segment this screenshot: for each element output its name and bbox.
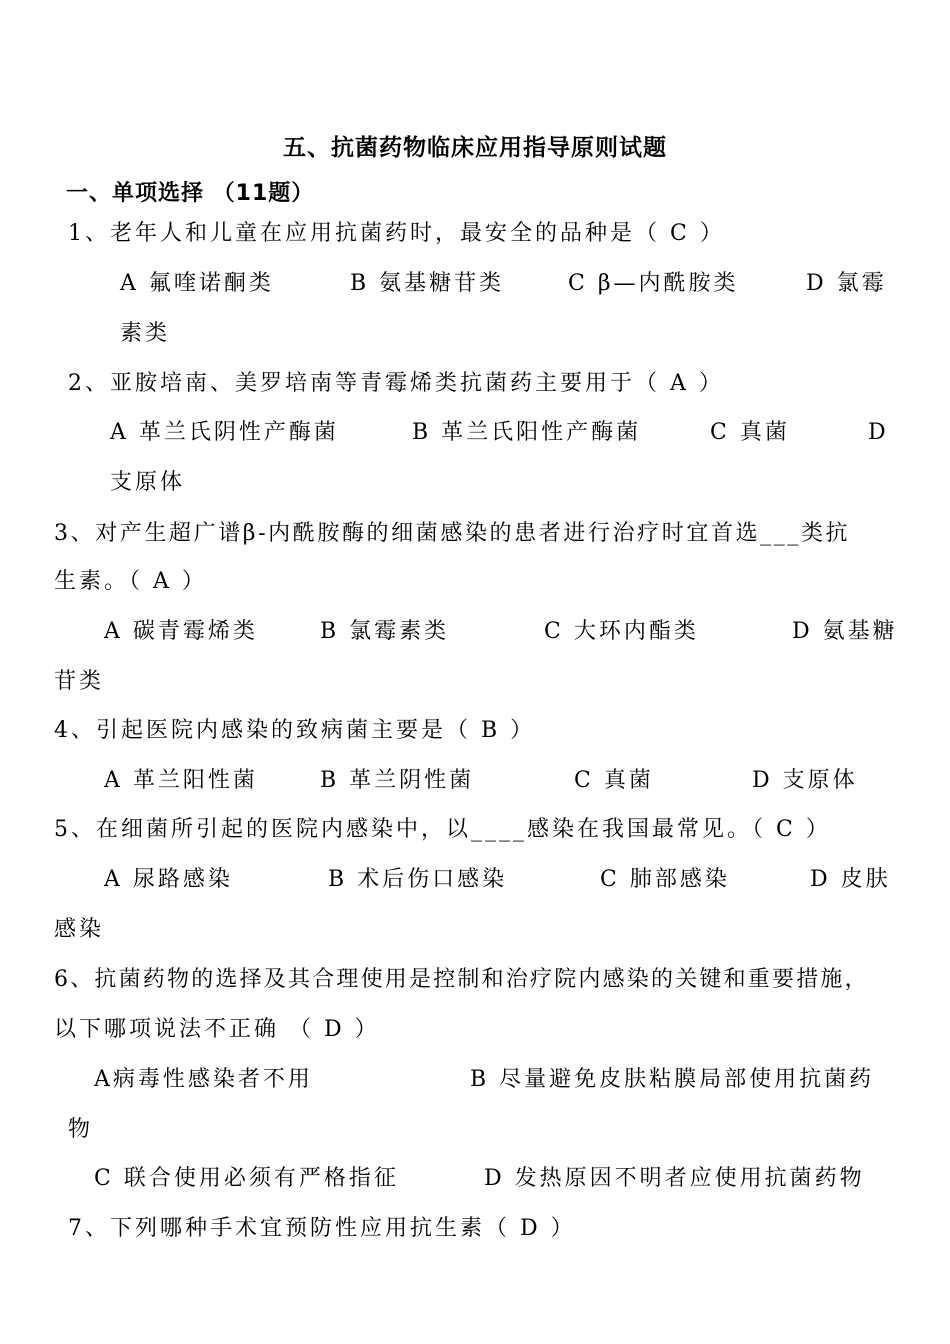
question-4-stem: 4、引起医院内感染的致病菌主要是（ B ） [54, 718, 536, 743]
question-3-stem-line-1: 3、对产生超广谱β-内酰胺酶的细菌感染的患者进行治疗时宜首选___类抗 [54, 521, 851, 546]
page-title: 五、抗菌药物临床应用指导原则试题 [283, 135, 667, 161]
question-5-option-b: B 术后伤口感染 [328, 867, 508, 892]
question-7-stem: 7、下列哪种手术宜预防性应用抗生素（ D ） [68, 1216, 576, 1241]
question-6-option-c: C 联合使用必须有严格指征 [94, 1166, 399, 1191]
question-6-option-b: B 尽量避免皮肤粘膜局部使用抗菌药 [470, 1067, 875, 1092]
question-3-option-d: D 氨基糖 [792, 619, 898, 644]
question-3-stem-line-2: 生素。（ A ） [54, 569, 207, 594]
question-2-option-d-continued: 支原体 [110, 470, 186, 495]
section-heading: 一、单项选择 （11题） [66, 181, 315, 206]
question-2-option-d: D [868, 420, 889, 445]
question-5-option-d: D 皮肤 [810, 867, 891, 892]
question-3-option-a: A 碳青霉烯类 [104, 619, 258, 644]
question-6-option-a: A病毒性感染者不用 [94, 1067, 313, 1092]
question-1-stem: 1、老年人和儿童在应用抗菌药时，最安全的品种是（ C ） [68, 221, 725, 246]
question-5-option-a: A 尿路感染 [104, 867, 233, 892]
question-4-option-a: A 革兰阳性菌 [104, 768, 258, 793]
question-1-option-c: C β—内酰胺类 [568, 271, 739, 296]
question-4-option-d: D 支原体 [752, 768, 858, 793]
question-1-option-b: B 氨基糖苷类 [350, 271, 505, 296]
question-6-option-d: D 发热原因不明者应使用抗菌药物 [484, 1166, 865, 1191]
question-3-option-c: C 大环内酯类 [544, 619, 699, 644]
question-1-option-d-continued: 素类 [120, 321, 171, 346]
question-4-option-c: C 真菌 [574, 768, 654, 793]
question-3-option-b: B 氯霉素类 [320, 619, 450, 644]
question-5-option-c: C 肺部感染 [600, 867, 730, 892]
question-4-option-b: B 革兰阴性菌 [320, 768, 475, 793]
question-2-option-b: B 革兰氏阳性产酶菌 [412, 420, 642, 445]
question-5-option-d-continued: 感染 [54, 917, 105, 942]
question-5-stem: 5、在细菌所引起的医院内感染中，以____感染在我国最常见。（ C ） [54, 817, 831, 842]
question-1-option-a: A 氟喹诺酮类 [120, 271, 274, 296]
question-3-option-d-continued: 苷类 [54, 669, 105, 694]
question-2-option-c: C 真菌 [710, 420, 790, 445]
question-1-option-d: D 氯霉 [806, 271, 887, 296]
question-6-stem-line-2: 以下哪项说法不正确 （ D ） [54, 1017, 380, 1042]
question-2-option-a: A 革兰氏阴性产酶菌 [110, 420, 339, 445]
question-6-option-b-continued: 物 [68, 1117, 94, 1142]
question-6-stem-line-1: 6、抗菌药物的选择及其合理使用是控制和治疗院内感染的关键和重要措施， [54, 967, 869, 992]
question-2-stem: 2、亚胺培南、美罗培南等青霉烯类抗菌药主要用于（ A ） [68, 371, 724, 396]
